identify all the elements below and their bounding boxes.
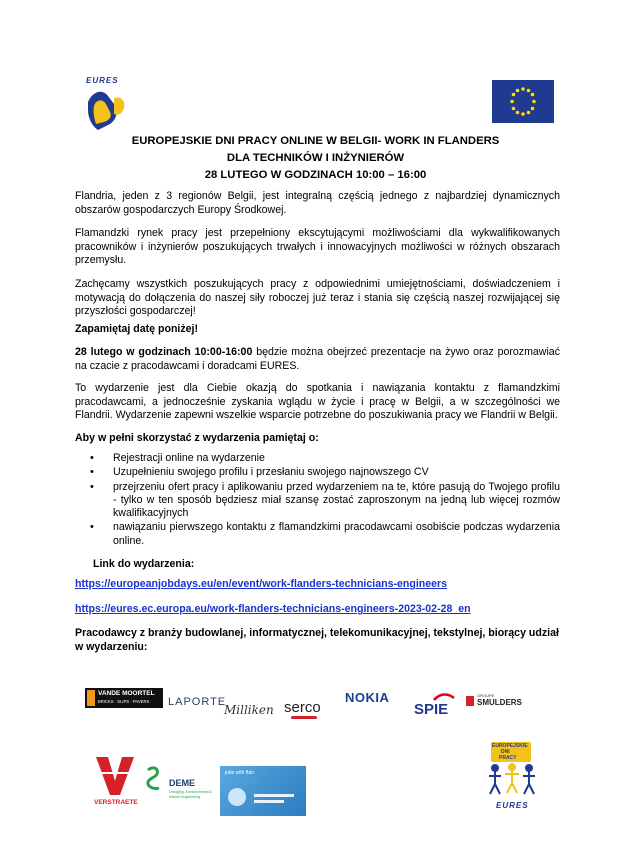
vande-moortel-subtext: BRICKS · SLIPS · PAVERS	[98, 699, 150, 704]
event-date-bold: 28 lutego w godzinach 10:00-16:00	[75, 346, 253, 358]
smulders-mark-icon	[466, 696, 474, 706]
work-in-flanders-banner	[220, 766, 306, 816]
paragraph-labor-market: Flamandzki rynek pracy jest przepełniony ekscytującymi możliwościami dla wykwalifikowanych pracowników i inżynierów poszukujących trwałych i innowacyjnych możliwości w różnych obszarach przemysłu.	[75, 227, 560, 267]
milliken-logo: Milliken	[224, 703, 274, 717]
eures-logo-text: EURES	[86, 76, 119, 85]
european-job-days-badge	[483, 742, 541, 812]
event-link-europeanjobdays[interactable]: https://europeanjobdays.eu/en/event/work-flanders-technicians-engineers	[75, 578, 448, 590]
deme-logo	[145, 766, 215, 810]
deme-text: DEME	[169, 778, 196, 788]
spie-logo	[414, 692, 464, 720]
smulders-text: SMULDERS	[477, 698, 522, 707]
work-in-flanders-line-icon	[254, 800, 284, 803]
event-date-rest: będzie można obejrzeć prezentacje na żywo oraz porozmawiać na czacie z pracodawcami i doradcami EURES.	[75, 346, 560, 372]
deme-mark-icon	[145, 766, 165, 792]
verstraete-logo	[92, 755, 138, 817]
deme-subtext: Dredging, Environmental & Marine Engineering	[169, 790, 212, 799]
work-in-flanders-line-icon	[254, 794, 294, 797]
vande-moortel-text: VANDE MOORTEL	[98, 690, 155, 697]
list-item: • przejrzeniu ofert pracy i aplikowaniu przed wydarzeniem na te, które pasują do Twojego profilu - tylko w ten sposób będziesz miał szansę zostać zaproszonym na jedną lub więcej rozmów kwalifikacyjnych	[75, 481, 560, 521]
smulders-logo	[466, 693, 528, 713]
spie-text: SPIE	[414, 701, 449, 718]
smulders-small-text: GROUPE	[477, 693, 495, 698]
eu-flag	[492, 80, 554, 123]
ejd-badge-line2: DNI	[501, 749, 510, 755]
tips-heading: Aby w pełni skorzystać z wydarzenia pamiętaj o:	[75, 432, 319, 444]
eures-logo	[84, 78, 130, 132]
document-title	[90, 133, 541, 184]
remember-date-heading: Zapamiętaj datę poniżej!	[75, 323, 199, 335]
serco-swoosh-icon	[291, 716, 317, 719]
serco-logo: serco	[284, 699, 321, 716]
work-in-flanders-person-icon	[228, 788, 246, 806]
ejd-badge-line3: PRACY	[499, 755, 517, 761]
eu-stars-icon	[492, 80, 554, 123]
employers-heading: Pracodawcy z branży budowlanej, informatycznej, telekomunikacyjnej, tekstylnej, biorący udział w wydarzeniu:	[75, 627, 559, 653]
verstraete-text: VERSTRAETE	[94, 799, 138, 806]
title-line-1: EUROPEJSKIE DNI PRACY ONLINE W BELGII- WORK IN FLANDERS	[131, 135, 500, 147]
verstraete-v-icon	[92, 755, 138, 797]
ejd-badge-eures-text: EURES	[496, 801, 529, 810]
event-link-eures[interactable]: https://eures.ec.europa.eu/work-flanders-technicians-engineers-2023-02-28_en	[75, 603, 471, 615]
nokia-logo: NOKIA	[345, 690, 390, 705]
vande-moortel-logo	[85, 688, 163, 708]
event-link-heading: Link do wydarzenia:	[93, 558, 195, 570]
title-line-2: DLA TECHNIKÓW I INŻYNIERÓW	[226, 152, 405, 164]
list-item: • Rejestracji online na wydarzenie	[75, 452, 560, 465]
list-item: • nawiązaniu pierwszego kontaktu z flamandzkimi pracodawcami osobiście podczas wydarzenia online.	[75, 521, 560, 548]
work-in-flanders-text: jobs with flan	[225, 770, 254, 776]
paragraph-encourage: Zachęcamy wszystkich poszukujących pracy z odpowiednimi umiejętnościami, doświadczeniem i motywacją do dołączenia do naszej siły roboczej już teraz i stania się częścią naszej rozwijającej się przyszłości gospodarczej!	[75, 278, 560, 318]
paragraph-opportunity: To wydarzenie jest dla Ciebie okazją do spotkania i nawiązania kontaktu z flamandzkimi pracodawcami, a jednocześnie zyskania wglądu w życie i pracę w Belgii, a w szczególności we Flandrii. Wydarzenie zapewni wszelkie wsparcie potrzebne do poszukiwania pracy we Flandrii w Belgii.	[75, 382, 560, 422]
ejd-badge-line1: EUROPEJSKIE	[492, 743, 528, 749]
paragraph-event-date	[75, 346, 560, 373]
tips-list	[75, 452, 560, 549]
eures-logo-icon	[84, 78, 130, 132]
title-line-3: 28 LUTEGO W GODZINACH 10:00 – 16:00	[204, 169, 427, 181]
ejd-people-icon	[483, 762, 541, 802]
list-item: • Uzupełnieniu swojego profilu i przesłaniu swojego najnowszego CV	[75, 466, 560, 479]
paragraph-flanders: Flandria, jeden z 3 regionów Belgii, jest integralną częścią jednego z najbardziej dynamicznych obszarów gospodarczych Europy Środkowej.	[75, 190, 560, 216]
laporte-logo: LAPORTE	[168, 696, 227, 708]
vande-moortel-mark-icon	[87, 690, 95, 706]
